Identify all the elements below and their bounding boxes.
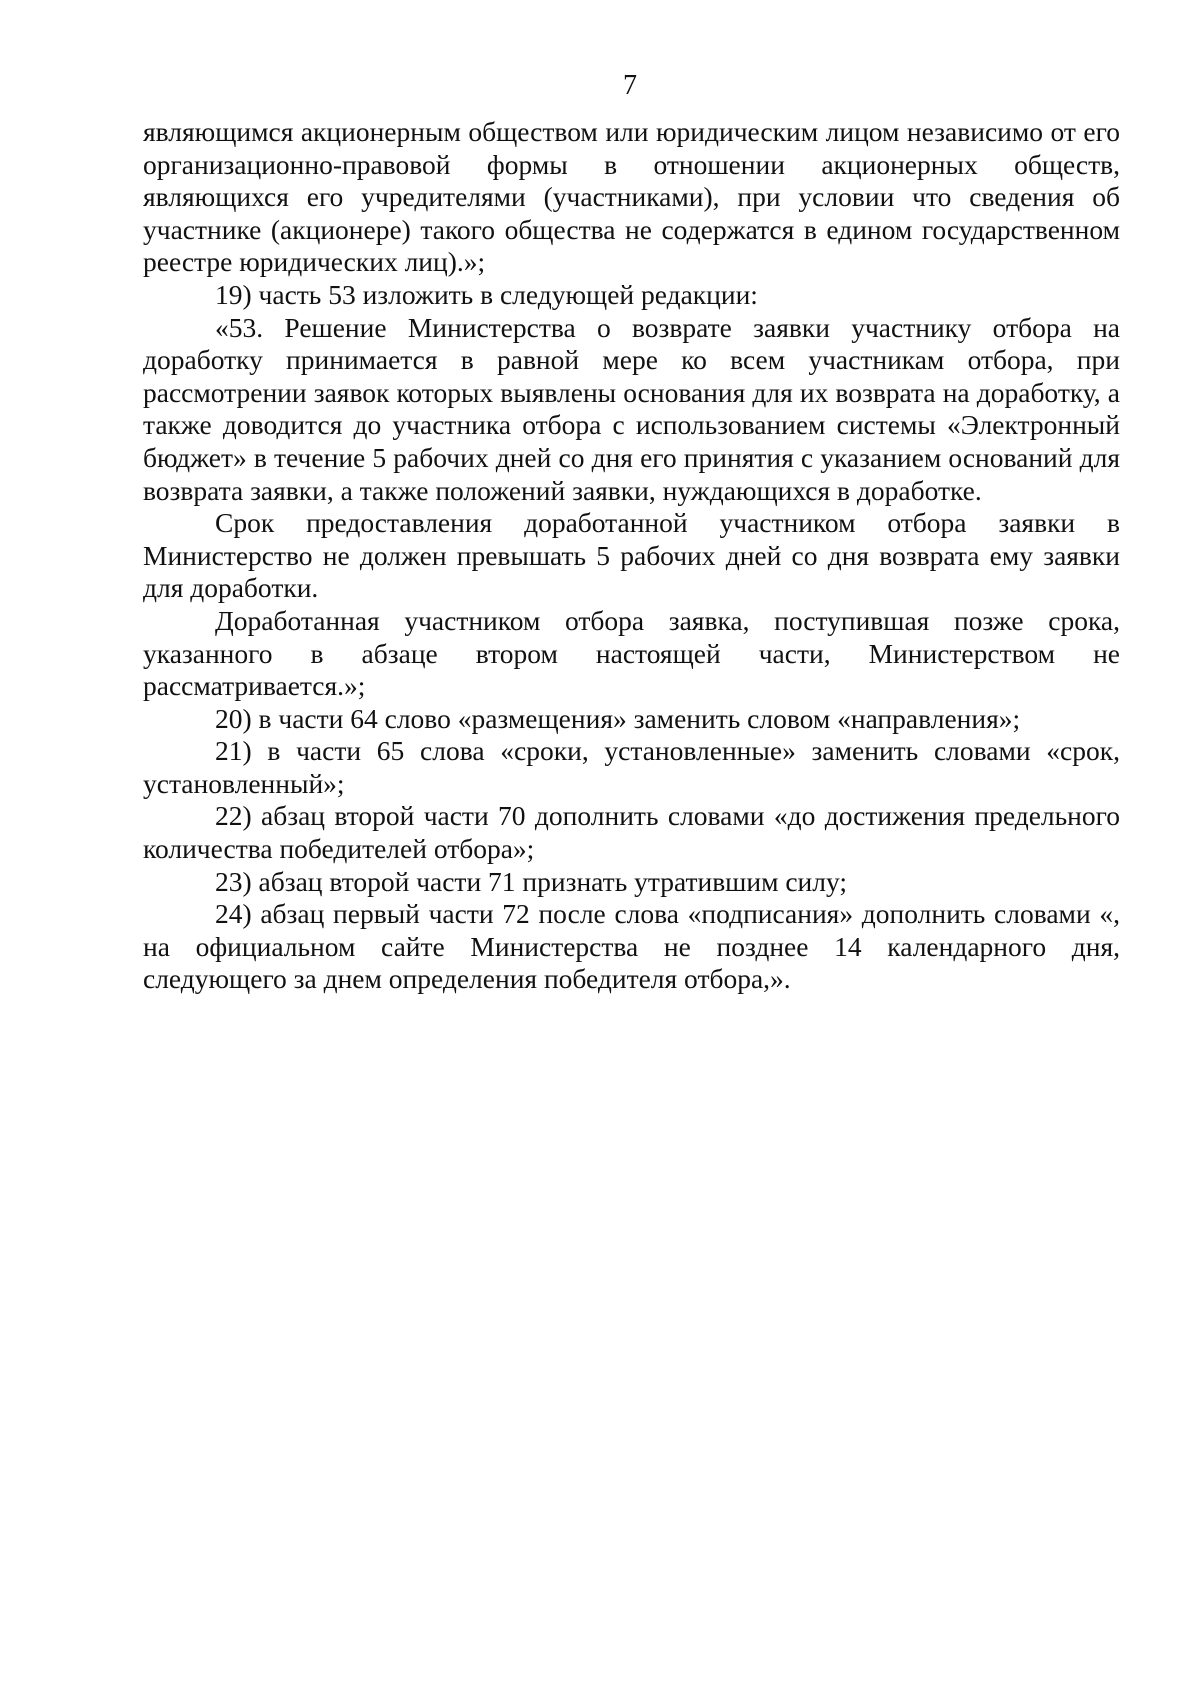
paragraph-continuation: являющимся акционерным обществом или юридическим лицом независимо от его организационно-правовой формы в отношении акционерных обществ, являющихся его учредителями (участниками), при условии что сведения об участнике (акционере) такого общества не содержатся в едином государственном реестре юридических лиц).»;	[143, 116, 1120, 278]
paragraph-item-20: 20) в части 64 слово «размещения» заменить словом «направления»;	[215, 702, 1021, 734]
paragraph-late-application: Доработанная участником отбора заявка, поступившая позже срока, указанного в абзаце втором настоящей части, Министерством не рассматривается.»;	[143, 604, 1120, 702]
paragraph-item-19: 19) часть 53 изложить в следующей редакции:	[215, 278, 758, 310]
document-body	[143, 116, 1120, 996]
paragraph-item-21: 21) в части 65 слова «сроки, установленные» заменить словами «срок, установленный»;	[143, 735, 1120, 799]
page-number: 7	[623, 70, 637, 101]
paragraph-item-23: 23) абзац второй части 71 признать утратившим силу;	[215, 865, 848, 897]
paragraph-part-53: «53. Решение Министерства о возврате заявки участнику отбора на доработку принимается в равной мере ко всем участникам отбора, при рассмотрении заявок которых выявлены основания для их возврата на доработку, а также доводится до участника отбора с использованием системы «Электронный бюджет» в течение 5 рабочих дней со дня его принятия с указанием оснований для возврата заявки, а также положений заявки, нуждающихся в доработке.	[143, 311, 1120, 506]
paragraph-item-22: 22) абзац второй части 70 дополнить словами «до достижения предельного количества победителей отбора»;	[143, 800, 1120, 865]
paragraph-revision-deadline: Срок предоставления доработанной участником отбора заявки в Министерство не должен превышать 5 рабочих дней со дня возврата ему заявки для доработки.	[143, 507, 1120, 604]
paragraph-item-24: 24) абзац первый части 72 после слова «подписания» дополнить словами «, на официальном сайте Министерства не позднее 14 календарного дня, следующего за днем определения победителя отбора,».	[143, 898, 1120, 995]
